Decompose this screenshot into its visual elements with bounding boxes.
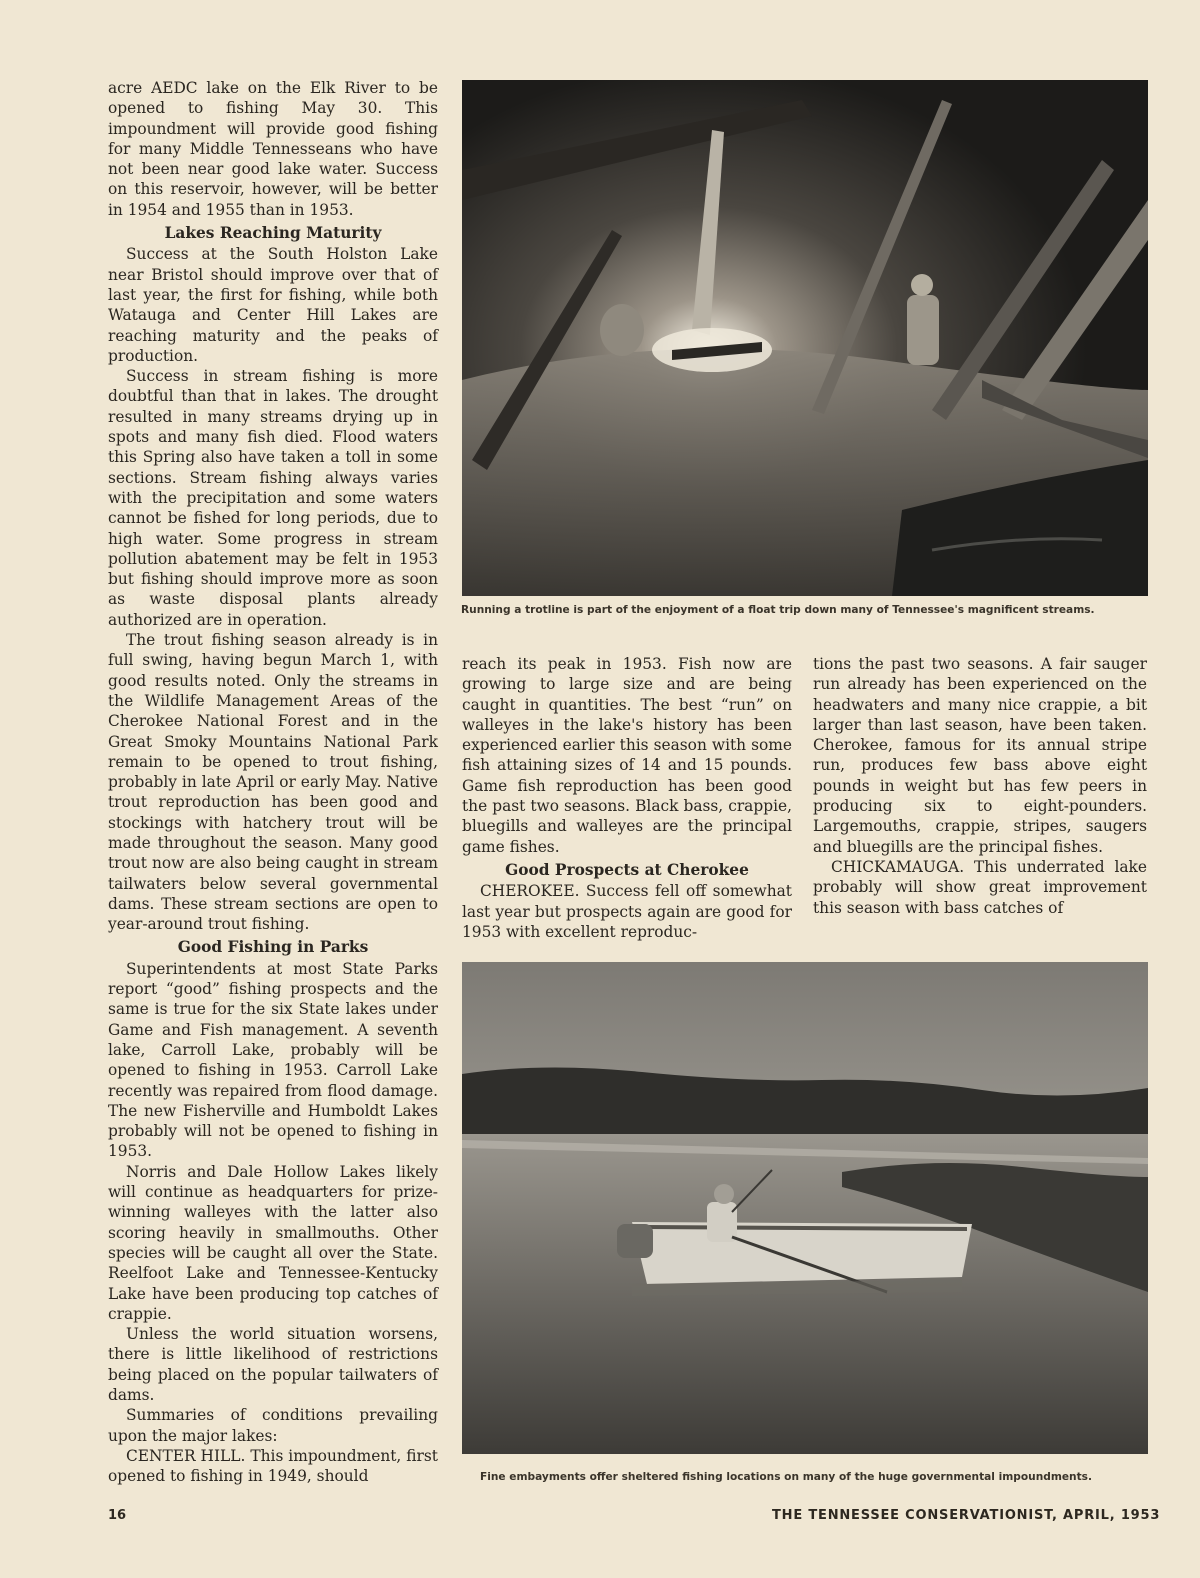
page-number: 16	[108, 1508, 127, 1523]
paragraph: acre AEDC lake on the Elk River to be opened to fishing May 30. This impoundment will provide good fishing for many Middle Tennesseans who have not been near good lake water. Success on this reservoir, however, will be better in 1954 and 1955 than in 1953.	[108, 79, 438, 219]
bottom-photo-caption: Fine embayments offer sheltered fishing locations on many of the huge governmental impoundments.	[480, 1471, 1092, 1483]
paragraph: Success in stream fishing is more doubtful than that in lakes. The drought resulted in many streams drying up in spots and many fish died. Flood waters this Spring also have taken a toll in some sections. Stream fishing always varies with the precipitation and some waters cannot be fished for long periods, due to high water. Some progress in stream pollution abatement may be felt in 1953 but fishing should improve more as soon as waste disposal plants already authorized are in operation.	[108, 367, 438, 629]
top-photo-caption: Running a trotline is part of the enjoyment of a float trip down many of Tennessee's magnificent streams.	[461, 604, 1095, 616]
paragraph: Summaries of conditions prevailing upon the major lakes:	[108, 1406, 438, 1445]
embayment-boat-photo	[462, 962, 1148, 1454]
paragraph: Unless the world situation worsens, there is little likelihood of restrictions being placed on the popular tailwaters of dams.	[108, 1325, 438, 1404]
section-heading: Good Prospects at Cherokee	[505, 860, 749, 879]
campfire-trotline-photo	[462, 80, 1148, 596]
paragraph: CHEROKEE. Success fell off somewhat last year but prospects again are good for 1953 with excellent reproduc-	[462, 882, 792, 941]
middle-text-column	[462, 654, 792, 942]
section-heading: Good Fishing in Parks	[177, 938, 369, 957]
paragraph: CHICKAMAUGA. This underrated lake probably will show great improvement this season with bass catches of	[813, 857, 1147, 917]
paragraph: The trout fishing season already is in full swing, having begun March 1, with good results noted. Only the streams in the Wildlife Management Areas of the Cherokee National Forest and in the Great Smoky Mountains National Park remain to be opened to trout fishing, probably in late April or early May. Native trout reproduction has been good and stockings with hatchery trout will be made throughout the season. Many good trout now are also being caught in stream tailwaters below several governmental dams. These stream sections are open to year-around trout fishing.	[108, 631, 438, 934]
paragraph: Success at the South Holston Lake near Bristol should improve over that of last year, the first for fishing, while both Watauga and Center Hill Lakes are reaching maturity and the peaks of production.	[108, 245, 438, 365]
campfire-photo-illustration	[462, 80, 1148, 596]
paragraph: reach its peak in 1953. Fish now are growing to large size and are being caught in quantities. The best “run” on walleyes in the lake's history has been experienced earlier this season with some fish attaining sizes of 14 and 15 pounds. Game fish reproduction has been good the past two seasons. Black bass, crappie, bluegills and walleyes are the principal game fishes.	[462, 655, 792, 856]
right-text-column	[813, 654, 1147, 918]
paragraph: tions the past two seasons. A fair sauger run already has been experienced on the headwaters and many nice crappie, a bit larger than last season, have been taken. Cherokee, famous for its annual stripe run, produces few bass above eight pounds in weight but has few peers in producing six to eight-pounders. Largemouths, crappie, stripes, saugers and bluegills are the principal fishes.	[813, 655, 1147, 856]
left-text-column	[108, 78, 438, 1486]
paragraph: CENTER HILL. This impoundment, first opened to fishing in 1949, should	[108, 1446, 438, 1486]
publication-footer: THE TENNESSEE CONSERVATIONIST, APRIL, 1953	[772, 1508, 1161, 1523]
section-heading: Lakes Reaching Maturity	[164, 224, 382, 243]
boat-photo-illustration	[462, 962, 1148, 1454]
paragraph: Superintendents at most State Parks report “good” fishing prospects and the same is true for the six State lakes under Game and Fish management. A seventh lake, Carroll Lake, probably will be opened to fishing in 1953. Carroll Lake recently was repaired from flood damage. The new Fisherville and Humboldt Lakes probably will not be opened to fishing in 1953.	[108, 959, 438, 1161]
paragraph: Norris and Dale Hollow Lakes likely will continue as headquarters for prize-winning walleyes with the latter also scoring heavily in smallmouths. Other species will be caught all over the State. Reelfoot Lake and Tennessee-Kentucky Lake have been producing top catches of crappie.	[108, 1162, 438, 1323]
